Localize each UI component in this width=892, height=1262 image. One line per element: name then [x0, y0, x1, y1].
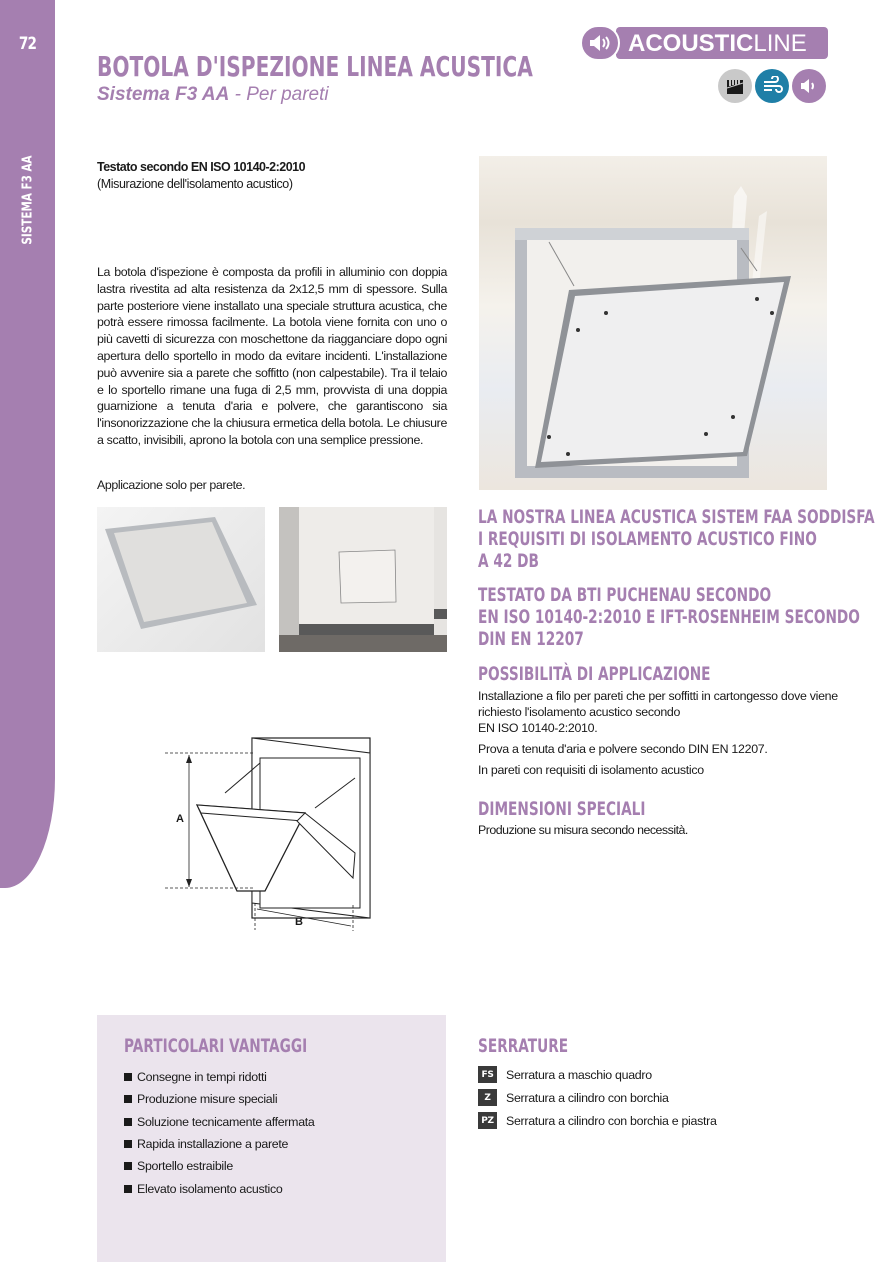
- claim-line: A 42 DB: [478, 550, 539, 572]
- page-title: BOTOLA D'ISPEZIONE LINEA ACUSTICA: [97, 50, 533, 83]
- advantage-label: Sportello estraibile: [137, 1159, 233, 1174]
- lock-code-badge: Z: [478, 1089, 497, 1106]
- application-paragraph: Installazione a filo per pareti che per soffitti in cartongesso dove viene richiesto l'isolamento acustico secondo: [478, 689, 838, 719]
- tested-heading: Testato secondo EN ISO 10140-2:2010: [97, 160, 306, 174]
- advantage-label: Produzione misure speciali: [137, 1092, 278, 1107]
- dimension-label-a: A: [176, 813, 184, 825]
- acoustic-claim: [478, 506, 875, 572]
- special-dimensions-text: Produzione su misura secondo necessità.: [478, 823, 688, 837]
- lock-code-badge: FS: [478, 1066, 497, 1083]
- subtitle-usage: - Per pareti: [229, 84, 329, 105]
- square-bullet-icon: [124, 1073, 132, 1081]
- advantage-label: Consegne in tempi ridotti: [137, 1070, 267, 1085]
- speaker-icon: [580, 25, 620, 61]
- application-text: [478, 688, 838, 783]
- square-bullet-icon: [124, 1140, 132, 1148]
- square-bullet-icon: [124, 1185, 132, 1193]
- lock-code-badge: PZ: [478, 1112, 497, 1129]
- product-description: La botola d'ispezione è composta da profili in alluminio con doppia lastra rivestita ad alta resistenza da 2x12,5 mm di spessore. Sulla parte posteriore viene installato una speciale struttura acustica, che potrà essere rimossa facilmente. La botola viene fornita con uno o più cavetti di sicurezza con moschettone da riagganciare dopo ogni apertura dello sportello in modo da evitare incidenti. L'installazione può avvenire sia a parete che soffitto (non calpestabile). Tra il telaio e lo sportello rimane una fuga di 2,5 mm, provvista di una doppia guarnizione a tenuta d'aria e polvere, che garantiscono sia l'insonorizzazione che la chiusura ermetica della botola. Le chiusure a scatto, invisibili, aprono la botola con una semplice pressione.: [97, 265, 447, 447]
- advantage-item: [124, 1088, 315, 1110]
- claim-line: TESTATO DA BTI PUCHENAU SECONDO: [478, 584, 772, 606]
- feature-icons: [718, 69, 826, 103]
- application-heading: POSSIBILITÀ DI APPLICAZIONE: [478, 663, 711, 685]
- advantage-label: Soluzione tecnicamente affermata: [137, 1114, 315, 1129]
- advantage-item: [124, 1177, 315, 1199]
- application-paragraph: In pareti con requisiti di isolamento acustico: [478, 763, 704, 777]
- dimension-diagram: [165, 733, 380, 933]
- claim-line: LA NOSTRA LINEA ACUSTICA SISTEM FAA SODDISFA: [478, 506, 875, 528]
- lock-item: [478, 1063, 717, 1086]
- product-photo-open-hatch: [479, 156, 827, 490]
- sound-icon: [792, 69, 826, 103]
- locks-list: [478, 1063, 717, 1132]
- side-tab: [0, 0, 55, 888]
- brand-name: [628, 30, 807, 58]
- application-paragraph: Prova a tenuta d'aria e polvere secondo DIN EN 12207.: [478, 742, 768, 756]
- lock-item: [478, 1109, 717, 1132]
- special-dimensions-heading: DIMENSIONI SPECIALI: [478, 798, 646, 820]
- application-paragraph: EN ISO 10140-2:2010.: [478, 721, 598, 735]
- side-section-label: SISTEMA F3 AA: [20, 155, 36, 245]
- advantage-item: [124, 1133, 315, 1155]
- advantage-item: [124, 1111, 315, 1133]
- brand-name-light: LINE: [753, 30, 807, 57]
- page-number: 72: [18, 34, 37, 54]
- lock-label: Serratura a cilindro con borchia e piastra: [506, 1113, 717, 1128]
- locks-heading: SERRATURE: [478, 1035, 569, 1057]
- testing-claim: [478, 584, 860, 650]
- advantage-item: [124, 1155, 315, 1177]
- acousticline-badge: [580, 25, 828, 61]
- square-bullet-icon: [124, 1095, 132, 1103]
- installed-hatch-photo: [279, 507, 447, 652]
- subtitle-system: Sistema F3 AA: [97, 84, 230, 105]
- page-subtitle: [97, 84, 329, 106]
- claim-line: EN ISO 10140-2:2010 E IFT-ROSENHEIM SECONDO: [478, 606, 860, 628]
- square-bullet-icon: [124, 1118, 132, 1126]
- square-bullet-icon: [124, 1162, 132, 1170]
- advantage-item: [124, 1066, 315, 1088]
- lock-label: Serratura a cilindro con borchia: [506, 1090, 669, 1105]
- brand-name-bold: ACOUSTIC: [628, 30, 754, 57]
- lock-item: [478, 1086, 717, 1109]
- air-tight-icon: [755, 69, 789, 103]
- application-note: Applicazione solo per parete.: [97, 478, 246, 492]
- advantage-label: Rapida installazione a parete: [137, 1137, 289, 1152]
- advantages-heading: PARTICOLARI VANTAGGI: [124, 1035, 308, 1057]
- claim-line: I REQUISITI DI ISOLAMENTO ACUSTICO FINO: [478, 528, 817, 550]
- claim-line: DIN EN 12207: [478, 628, 584, 650]
- dimension-label-b: B: [295, 916, 303, 928]
- advantage-label: Elevato isolamento acustico: [137, 1181, 283, 1196]
- lock-label: Serratura a maschio quadro: [506, 1067, 652, 1082]
- product-photo-closed-hatch: [97, 507, 265, 652]
- tested-subheading: (Misurazione dell'isolamento acustico): [97, 177, 293, 191]
- wall-insulation-icon: [718, 69, 752, 103]
- advantages-list: [124, 1066, 315, 1200]
